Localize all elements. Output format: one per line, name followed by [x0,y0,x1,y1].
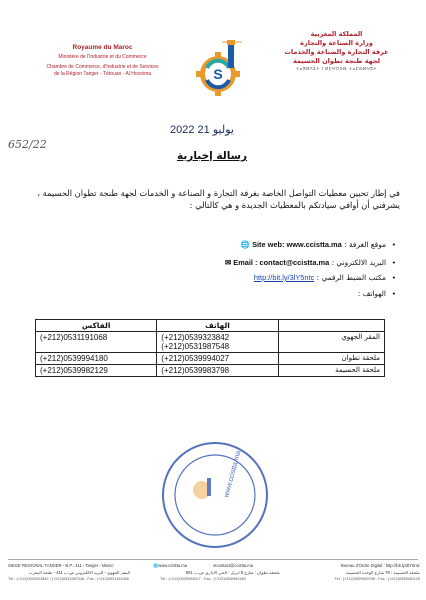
footer-hoceima-address: ملحقة الحسيمة : 76 شارع الوحدة الحسيمة [345,570,420,575]
ccis-logo-graphic [184,38,246,100]
date-stamp: 2022 يوليو 21 [170,124,234,136]
list-item-digital-office [86,273,386,283]
chamber-name-ar-1: غرفة التجارة والصناعة والخدمات [284,48,389,56]
phone-cell: (+212)0539994027 [157,353,278,365]
ministry-ar: وزارة الصناعة والتجارة [300,39,373,47]
footer-website[interactable]: 🌐www.ccistta.ma [153,563,188,568]
handwritten-reference: 652/22 [8,138,47,151]
phones-table [35,319,385,377]
fax-cell: (+212)0531191068 [36,332,157,353]
footer-email[interactable]: ✉contact@ccistta.ma [213,563,254,568]
svg-text:S: S [213,66,223,82]
footer-digital-office: Bureau d'Ordre Digital : http://bit.ly/3lY5ntc [340,563,420,568]
globe-icon: 🌐 [240,240,250,249]
list-item-website [86,240,386,250]
kingdom-title-fr: Royaume du Maroc [72,44,133,51]
intro-paragraph: في إطار تحيين معطيات التواصل الخاصة بغرفة التجارة و الصناعة و الخدمات لجهة طنجة تطوان الحسيمة ، يشرفني أن أوافي سيادتكم بالمعطيات الجديدة و هي كالتالي : [37,188,400,210]
table-header-row [36,320,385,332]
tifinagh-line: ⵜⴰⴳⵍⴷⵉⵜ ⵏ ⵍⵎⵖⵔⵉⴱ ⵜⴰⵎⵙⵍⵖⵓⵜ [295,67,377,72]
footer-tetouan-address: ملحقة تطوان : شارع 9 ابريل - الحي الاداري ص.ب 651 [185,570,280,575]
envelope-icon: ✉ [225,258,232,267]
footer-tanger-phones: Tél : (+212)0539323842 / (+212)0531987548 - Fax : (+212)0531191068 [8,577,129,581]
fax-cell: (+212)0539982129 [36,365,157,377]
document-title: رسالة إخبارية [176,150,248,162]
envelope-icon: ✉ [213,563,217,568]
chamber-name-ar-2: لجهة طنجة تطوان الحسيمة [292,57,381,65]
table-row [36,332,385,353]
phone-cell [157,332,278,353]
phone-2: (+212)0531987548 [161,342,230,351]
digital-office-label: مكتب الضبط الرقمي : [316,273,386,282]
table-row [36,365,385,377]
globe-icon: 🌐 [153,563,159,568]
official-stamp [160,440,270,550]
phone-1: (+212)0539323842 [161,333,230,342]
row-label: المقر الجهوي [278,332,384,353]
digital-office-link[interactable]: http://bit.ly/3lY5ntc [253,273,315,282]
stamp-graphic [160,440,270,550]
website-value[interactable]: 🌐 Site web: www.ccistta.ma [240,240,342,249]
phones-label: الهواتف : [357,289,386,298]
ccis-logo [184,38,246,100]
website-label: موقع الغرفة : [344,240,386,249]
header-arabic [269,30,404,72]
list-item-email [86,258,386,268]
ministry-fr: Ministère de l'Industrie et du Commerce [58,54,147,60]
header-french [20,44,185,78]
chamber-name-fr-2: de la Région Tanger - Tétouan - Al Hoceima [53,71,152,77]
fax-cell: (+212)0539994180 [36,353,157,365]
row-label: ملحقة تطوان [278,353,384,365]
kingdom-title-ar: المملكة المغربية [310,30,363,38]
stamp-text: www.ccistta.ma [223,450,243,499]
list-item-phones [86,289,386,299]
email-label: البريد الالكتروني : [331,258,386,267]
footer-tetouan-phones: Tél : (+212)0539994027 - Fax : (+212)0539994180 [160,577,246,581]
footer-hoceima-phones: Tél : (+212)0539983798 - Fax : (+212)0539982129 [334,577,420,581]
email-value[interactable]: ✉ Email : contact@ccistta.ma [225,258,330,267]
footer-tanger-address: المقر الجهوي - البريد الالكتروني ص.ب 411 - طنجة المغرب [28,570,130,575]
chamber-name-fr-1: Chambre de Commerce, d'Industrie et de Services [46,64,159,70]
label-header [278,320,384,332]
fax-header: الفاكس [36,320,157,332]
footer-divider [8,559,418,560]
table-row [36,353,385,365]
phone-cell: (+212)0539983798 [157,365,278,377]
row-label: ملحقة الحسيمة [278,365,384,377]
phone-header: الهاتف [157,320,278,332]
footer-siege: SIEGE REGIONAL TANGER - B.P.: 411 - Tanger - Maroc [8,563,114,568]
